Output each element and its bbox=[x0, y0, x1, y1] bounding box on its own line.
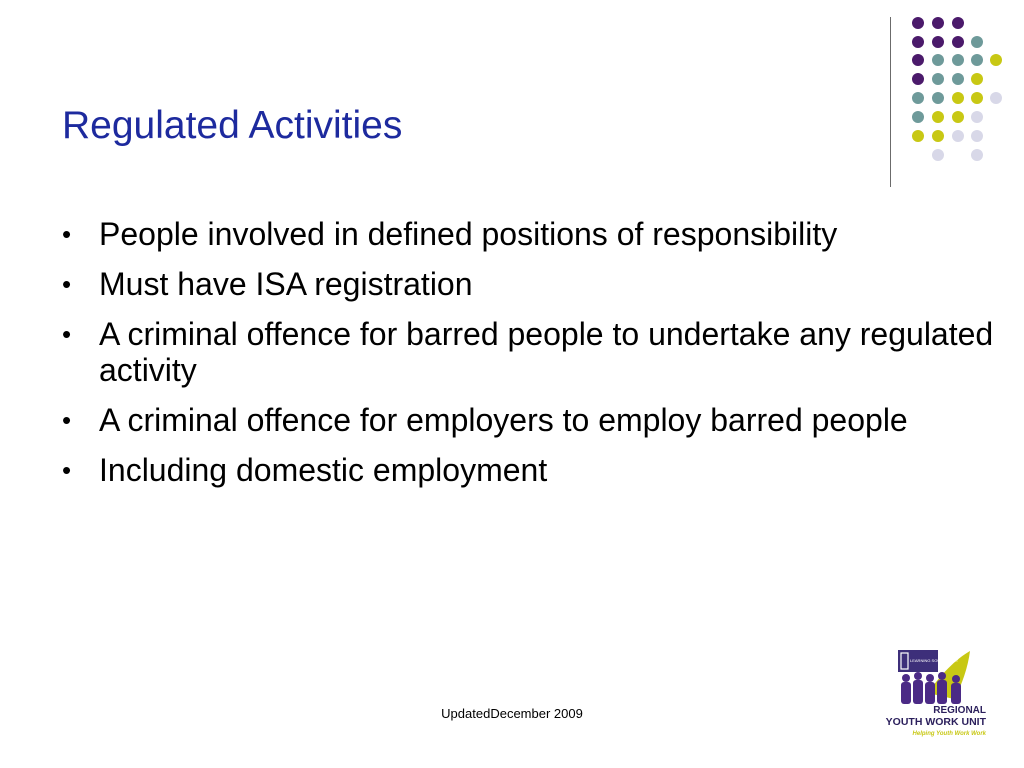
bullet-marker: • bbox=[62, 319, 72, 349]
dot bbox=[932, 130, 944, 142]
slide-footer: UpdatedDecember 2009 bbox=[441, 706, 583, 721]
dot bbox=[912, 111, 924, 123]
dot bbox=[971, 54, 983, 66]
dot bbox=[912, 17, 924, 29]
dot bbox=[912, 54, 924, 66]
bullet-text: A criminal offence for barred people to undertake any regulated activity bbox=[99, 316, 994, 388]
bullet-text: People involved in defined positions of responsibility bbox=[99, 216, 838, 252]
dot bbox=[952, 111, 964, 123]
logo-badge-text: LEARNING SOUTH WEST bbox=[910, 658, 959, 663]
decorative-dot-grid bbox=[0, 0, 1024, 200]
slide-title: Regulated Activities bbox=[62, 104, 403, 147]
dot bbox=[990, 92, 1002, 104]
dot bbox=[932, 17, 944, 29]
dot bbox=[912, 92, 924, 104]
bullet-item bbox=[62, 452, 997, 488]
dot bbox=[952, 17, 964, 29]
dot bbox=[971, 149, 983, 161]
logo-tagline: Helping Youth Work Work bbox=[912, 731, 986, 737]
dot bbox=[912, 36, 924, 48]
bullet-item bbox=[62, 402, 997, 438]
regional-youth-work-unit-logo bbox=[870, 645, 990, 745]
dot bbox=[932, 111, 944, 123]
dot bbox=[971, 92, 983, 104]
dot bbox=[932, 73, 944, 85]
dot bbox=[971, 36, 983, 48]
bullet-item bbox=[62, 266, 997, 302]
bullet-text: Must have ISA registration bbox=[99, 266, 473, 302]
bullet-item bbox=[62, 316, 997, 388]
dot bbox=[932, 92, 944, 104]
dot bbox=[912, 73, 924, 85]
dot bbox=[971, 130, 983, 142]
bullet-marker: • bbox=[62, 219, 72, 249]
dot bbox=[952, 130, 964, 142]
dot bbox=[952, 92, 964, 104]
dot bbox=[971, 111, 983, 123]
dot bbox=[952, 36, 964, 48]
logo-line-regional: REGIONAL bbox=[933, 705, 986, 716]
bullet-list bbox=[62, 216, 997, 502]
bullet-marker: • bbox=[62, 269, 72, 299]
bullet-marker: • bbox=[62, 455, 72, 485]
dot bbox=[971, 73, 983, 85]
bullet-text: Including domestic employment bbox=[99, 452, 548, 488]
dot bbox=[952, 73, 964, 85]
bullet-marker: • bbox=[62, 405, 72, 435]
logo-line-youth-work-unit: YOUTH WORK UNIT bbox=[885, 716, 986, 728]
bullet-text: A criminal offence for employers to employ barred people bbox=[99, 402, 908, 438]
dot bbox=[912, 130, 924, 142]
dot bbox=[990, 54, 1002, 66]
dot bbox=[932, 54, 944, 66]
dot bbox=[932, 149, 944, 161]
bullet-item bbox=[62, 216, 997, 252]
dot bbox=[952, 54, 964, 66]
dot bbox=[932, 36, 944, 48]
